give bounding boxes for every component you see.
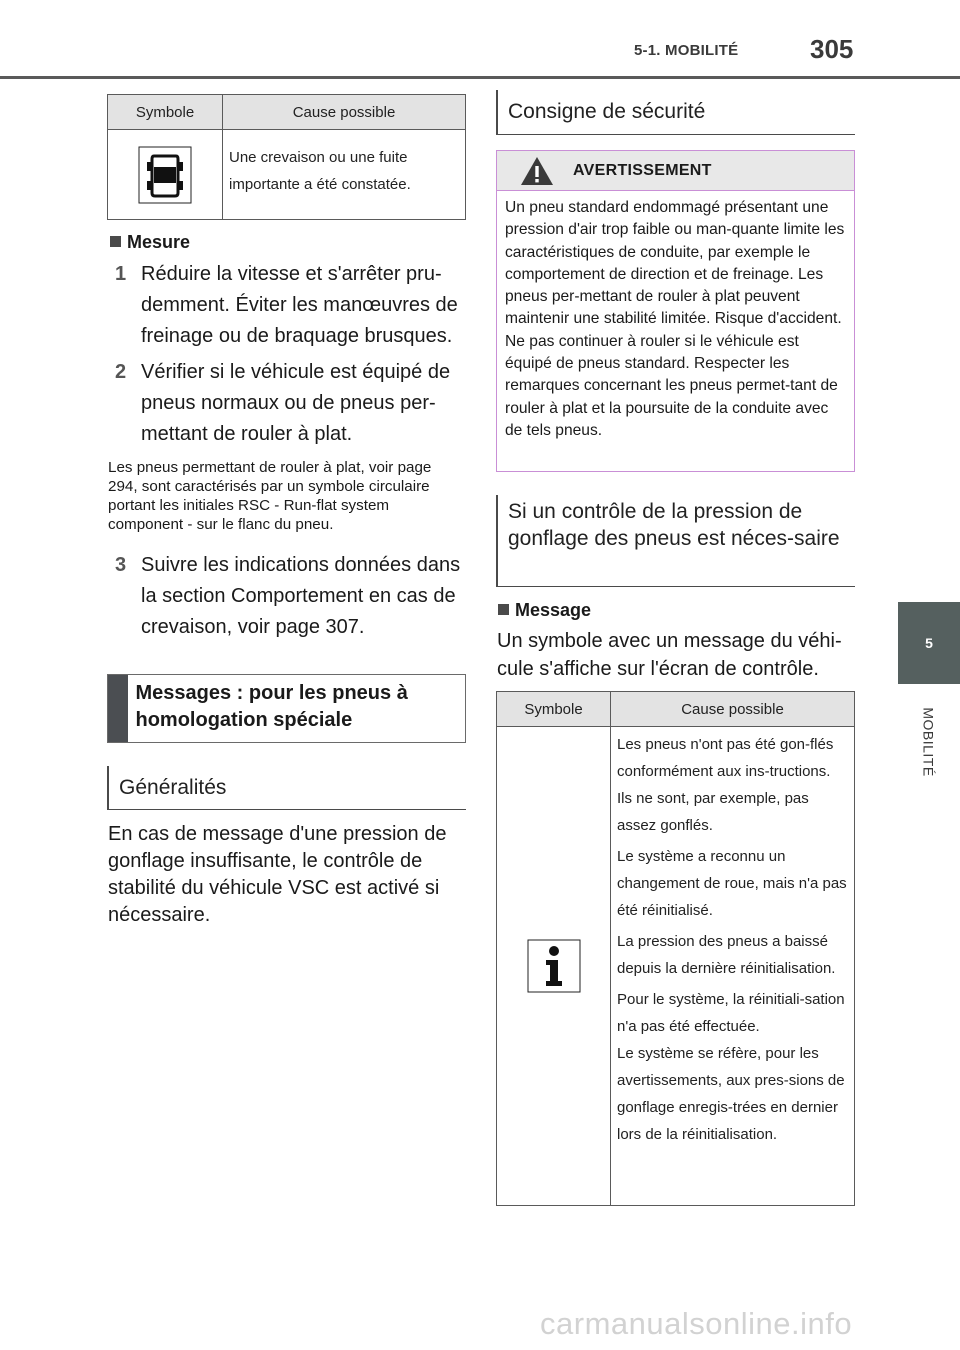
- warning-header: [497, 151, 854, 191]
- consigne-heading: Consigne de sécurité: [496, 90, 855, 135]
- table-row: [497, 727, 854, 1205]
- cause-item: La pression des pneus a baissé depuis la dernière réinitialisation.: [617, 933, 836, 977]
- info-icon: [527, 939, 581, 993]
- cause-item: Pour le système, la réinitiali-sation n'a pas été effectuée.: [617, 991, 845, 1035]
- step-number: 1: [115, 263, 127, 285]
- square-bullet-icon: [110, 236, 121, 247]
- step-text: Vérifier si le véhicule est équipé de pneus normaux ou de pneus per-mettant de rouler à plat.: [141, 361, 451, 445]
- col-cause-header: Cause possible: [681, 700, 784, 718]
- warning-triangle-icon: [519, 155, 555, 187]
- chapter-label-text: MOBILITÉ: [921, 707, 938, 777]
- message-heading: [498, 600, 591, 621]
- cause-item: Les pneus n'ont pas été gon-flés conformément aux ins-tructions. Ils ne sont, par exemple, pas assez gonflés.: [617, 736, 834, 834]
- car-tire-icon: [138, 146, 192, 204]
- cause-item: Le système se réfère, pour les avertissements, aux pres-sions de gonflage enregis-trées en dernier lors de la réinitialisation.: [617, 1045, 845, 1143]
- table-header: [108, 95, 465, 130]
- warning-text: Un pneu standard endommagé présentant une pression d'air trop faible ou man-quante limite les caractéristiques de conduite, par exemple le comportement de direction et de freinage. Les pneus per-mettant de rouler à plat peuvent maintenir une stabilité limitée. Risque d'accident. Ne pas continuer à rouler si le véhicule est équipé de pneus standard. Respecter les remarques concernant les pneus permet-tant de rouler à plat et la poursuite de la conduite avec de tels pneus.: [505, 199, 845, 439]
- chapter-label: [898, 692, 960, 792]
- heading-bar: [108, 675, 128, 742]
- step-3: [115, 550, 465, 643]
- messages-heading-text: Messages : pour les pneus à homologation spéciale: [135, 682, 408, 731]
- mesure-heading: [110, 232, 190, 253]
- step-text: Réduire la vitesse et s'arrêter pru-demment. Éviter les manœuvres de freinage ou de braquage brusques.: [141, 263, 458, 347]
- messages-heading: [107, 674, 466, 743]
- chapter-tab[interactable]: 5: [898, 602, 960, 684]
- page-number: 305: [810, 34, 854, 64]
- col-symbol-header: Symbole: [497, 692, 611, 726]
- step-number: 3: [115, 554, 127, 576]
- col-cause-header: Cause possible: [292, 103, 396, 121]
- warning-label: AVERTISSEMENT: [573, 161, 712, 179]
- controle-heading: Si un contrôle de la pression de gonflage des pneus est néces-saire: [496, 495, 855, 587]
- header-rule: [0, 76, 960, 79]
- step-2: [115, 357, 465, 450]
- table-row: [108, 130, 465, 219]
- symbol-table-1: [107, 94, 466, 220]
- symbol-cell: [497, 727, 611, 1205]
- cause-cell: [611, 727, 854, 1205]
- generalites-heading: Généralités: [107, 766, 466, 810]
- message-text: Un symbole avec un message du véhi-cule s'affiche sur l'écran de contrôle.: [497, 630, 842, 680]
- mesure-title: Mesure: [127, 232, 191, 252]
- table-header: [497, 692, 854, 727]
- watermark: carmanualsonline.info: [540, 1306, 853, 1341]
- step-1: [115, 259, 465, 352]
- symbol-table-2: [496, 691, 855, 1206]
- rsc-note: Les pneus permettant de rouler à plat, voir page 294, sont caractérisés par un symbole circulaire portant les initiales RSC - Run-flat system component - sur le flanc du pneu.: [108, 459, 432, 533]
- warning-box: [496, 150, 855, 472]
- section-title: 5-1. MOBILITÉ: [634, 42, 739, 59]
- symbol-cell: [108, 130, 223, 219]
- square-bullet-icon: [498, 604, 509, 615]
- cause-item: Le système a reconnu un changement de roue, mais n'a pas été réinitialisé.: [617, 848, 847, 919]
- step-text: Suivre les indications données dans la section Comportement en cas de crevaison, voir page 307.: [141, 554, 461, 638]
- message-title: Message: [515, 600, 592, 620]
- cause-cell: Une crevaison ou une fuite importante a été constatée.: [229, 149, 411, 193]
- generalites-text: En cas de message d'une pression de gonflage insuffisante, le contrôle de stabilité du véhicule VSC est activé si nécessaire.: [108, 823, 447, 926]
- col-symbol-header: Symbole: [108, 95, 223, 129]
- step-number: 2: [115, 361, 127, 383]
